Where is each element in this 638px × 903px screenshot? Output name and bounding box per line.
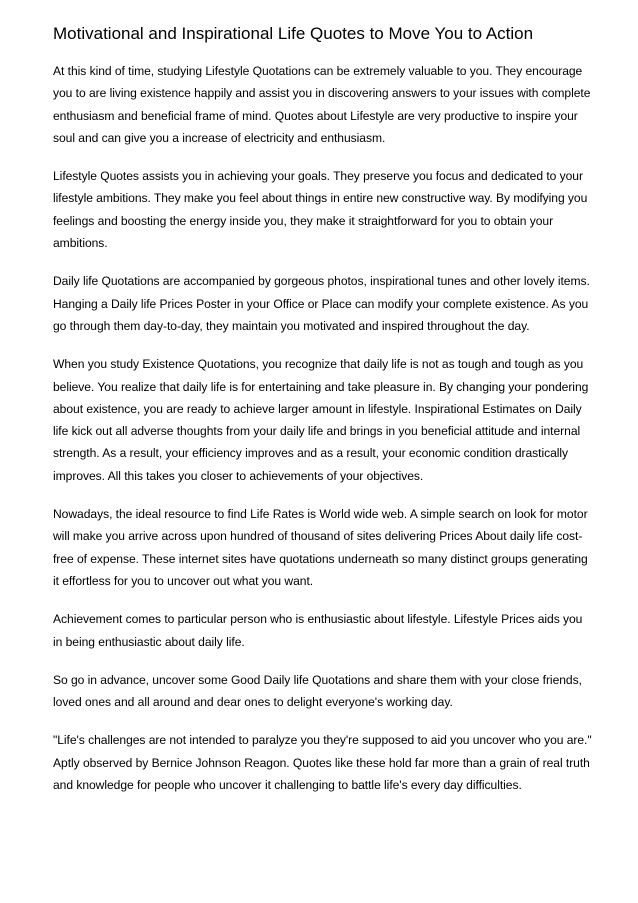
paragraph-6: Achievement comes to particular person who is enthusiastic about lifestyle. Lifestyle Prices aids you in being enthusiastic about daily life. <box>53 612 583 649</box>
document-page <box>53 24 593 812</box>
paragraph-4: When you study Existence Quotations, you recognize that daily life is not as tough and tough as you believe. You realize that daily life is for entertaining and take pleasure in. By changing your pondering about existence, you are ready to achieve larger amount in lifestyle. Inspirational Estimates on Daily life kick out all adverse thoughts from your daily life and brings in you beneficial attitude and internal strength. As a result, your efficiency improves and as a result, your economic condition drastically improves. All this takes you closer to achievements of your objectives. <box>53 357 589 483</box>
paragraph-2: Lifestyle Quotes assists you in achieving your goals. They preserve you focus and dedicated to your lifestyle ambitions. They make you feel about things in entire new constructive way. By modifying you feelings and boosting the energy inside you, they make it straightforward for you to obtain your ambitions. <box>53 169 588 251</box>
paragraph-7: So go in advance, uncover some Good Daily life Quotations and share them with your close friends, loved ones and all around and dear ones to delight everyone's working day. <box>53 672 582 710</box>
paragraph-3: Daily life Quotations are accompanied by gorgeous photos, inspirational tunes and other lovely items. Hanging a Daily life Prices Poster in your Office or Place can modify your complete existence. As you go through them day-to-day, they maintain you motivated and inspired throughout the day. <box>53 274 590 333</box>
paragraph-5: Nowadays, the ideal resource to find Life Rates is World wide web. A simple search on look for motor will make you arrive across upon hundred of thousand of sites delivering Prices About daily life cost-free of expense. These internet sites have quotations underneath so many distinct groups generating it effortless for you to uncover out what you want. <box>53 507 588 588</box>
paragraph-8: "Life's challenges are not intended to paralyze you they're supposed to aid you uncover who you are." Aptly observed by Bernice Johnson Reagon. Quotes like these hold far more than a grain of real truth and knowledge for people who uncover it challenging to battle life's every day difficulties. <box>53 733 592 793</box>
document-title: Motivational and Inspirational Life Quotes to Move You to Action <box>53 24 534 43</box>
paragraph-1: At this kind of time, studying Lifestyle Quotations can be extremely valuable to you. They encourage you to are living existence happily and assist you in discovering answers to your issues with complete enthusiasm and beneficial frame of mind. Quotes about Lifestyle are very productive to inspire your soul and can give you a increase of electricity and enthusiasm. <box>53 64 591 145</box>
